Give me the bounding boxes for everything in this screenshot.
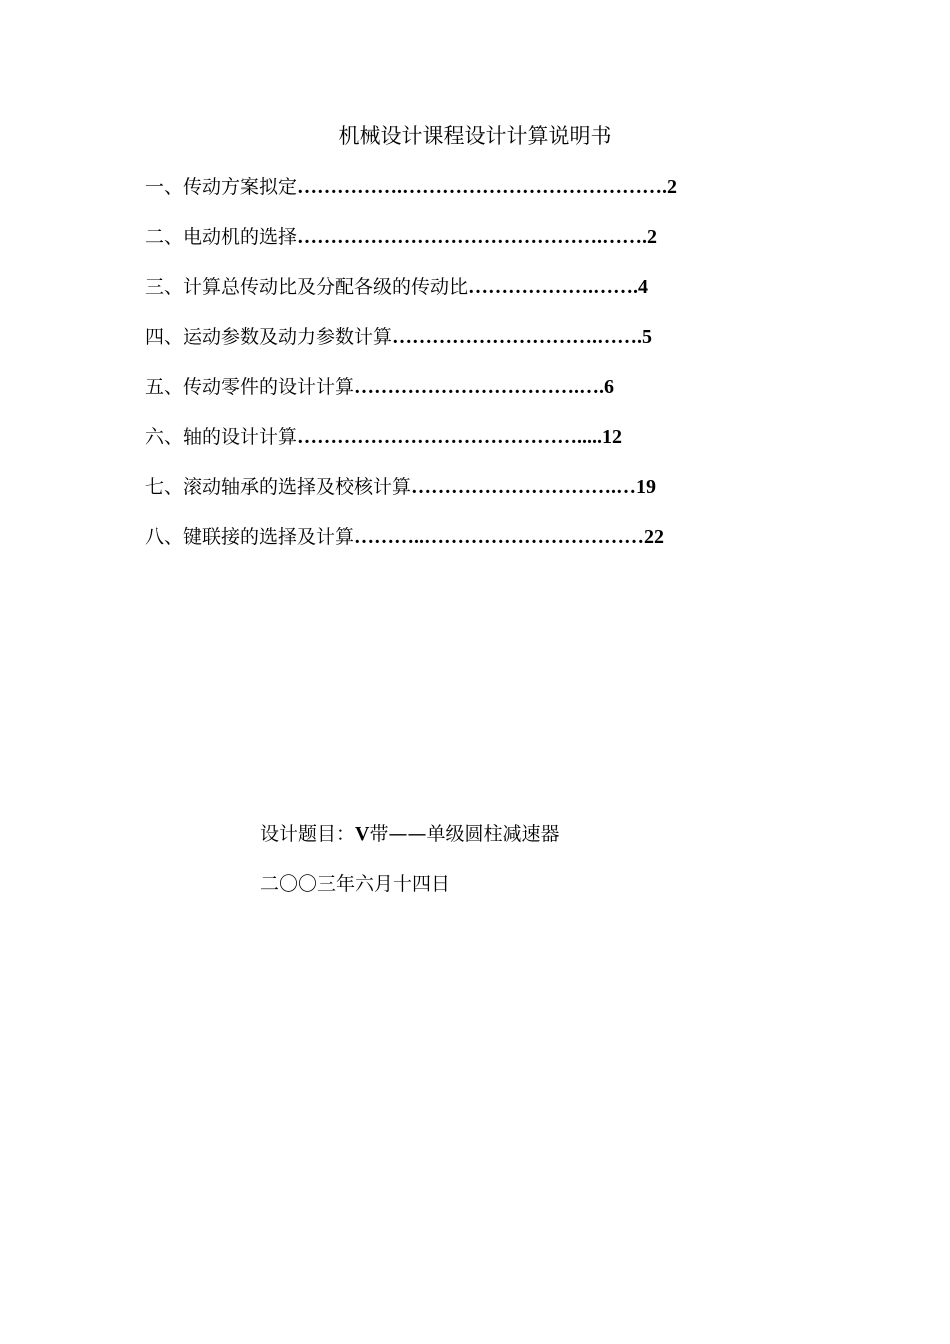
toc-entry-8 xyxy=(145,521,677,571)
toc-entry-label: 五、传动零件的设计计算 xyxy=(145,376,355,398)
toc-entry-label: 八、键联接的选择及计算 xyxy=(145,526,355,548)
document-title: 机械设计课程设计计算说明书 xyxy=(338,124,612,148)
toc-entry-leader: …………….…………………………………. xyxy=(297,176,668,198)
toc-entry-5 xyxy=(145,371,677,421)
toc-entry-label: 一、传动方案拟定 xyxy=(145,176,298,198)
toc-entry-leader: ………..…………………………… xyxy=(354,526,645,548)
toc-entry-label: 七、滚动轴承的选择及校核计算 xyxy=(145,476,412,498)
document-date: 二〇〇三年六月十四日 xyxy=(260,873,451,895)
toc-entry-label: 六、轴的设计计算 xyxy=(145,426,298,448)
toc-entry-6 xyxy=(145,421,677,471)
toc-entry-1 xyxy=(145,171,677,221)
toc-entry-label: 三、计算总传动比及分配各级的传动比 xyxy=(145,276,469,298)
toc-entry-page: 12 xyxy=(602,426,623,448)
toc-entry-leader: ………………………….……. xyxy=(392,326,643,348)
toc-entry-label: 四、运动参数及动力参数计算 xyxy=(145,326,393,348)
toc-entry-page: 2 xyxy=(647,226,658,248)
toc-entry-page: 4 xyxy=(638,276,649,298)
toc-entry-leader: ………………………….… xyxy=(411,476,637,498)
toc-entry-page: 5 xyxy=(642,326,653,348)
toc-entry-leader: …………………………….…. xyxy=(354,376,605,398)
toc-entry-page: 22 xyxy=(644,526,665,548)
design-subject-label: 设计题目： xyxy=(260,823,356,845)
toc-entry-leader: ……………………………………….……. xyxy=(297,226,648,248)
toc-entry-4 xyxy=(145,321,677,371)
toc-entry-7 xyxy=(145,471,677,521)
toc-entry-3 xyxy=(145,271,677,321)
toc-entry-leader: ……………………………………..... xyxy=(297,426,603,448)
design-subject-title: 带——单级圆柱减速器 xyxy=(369,823,560,845)
toc-entry-page: 6 xyxy=(604,376,615,398)
table-of-contents xyxy=(145,171,677,571)
design-subject-v: V xyxy=(355,823,370,845)
toc-entry-leader: ……………….……. xyxy=(468,276,639,298)
toc-entry-label: 二、电动机的选择 xyxy=(145,226,298,248)
toc-entry-2 xyxy=(145,221,677,271)
toc-entry-page: 2 xyxy=(667,176,678,198)
toc-entry-page: 19 xyxy=(636,476,657,498)
design-subject xyxy=(260,818,559,849)
